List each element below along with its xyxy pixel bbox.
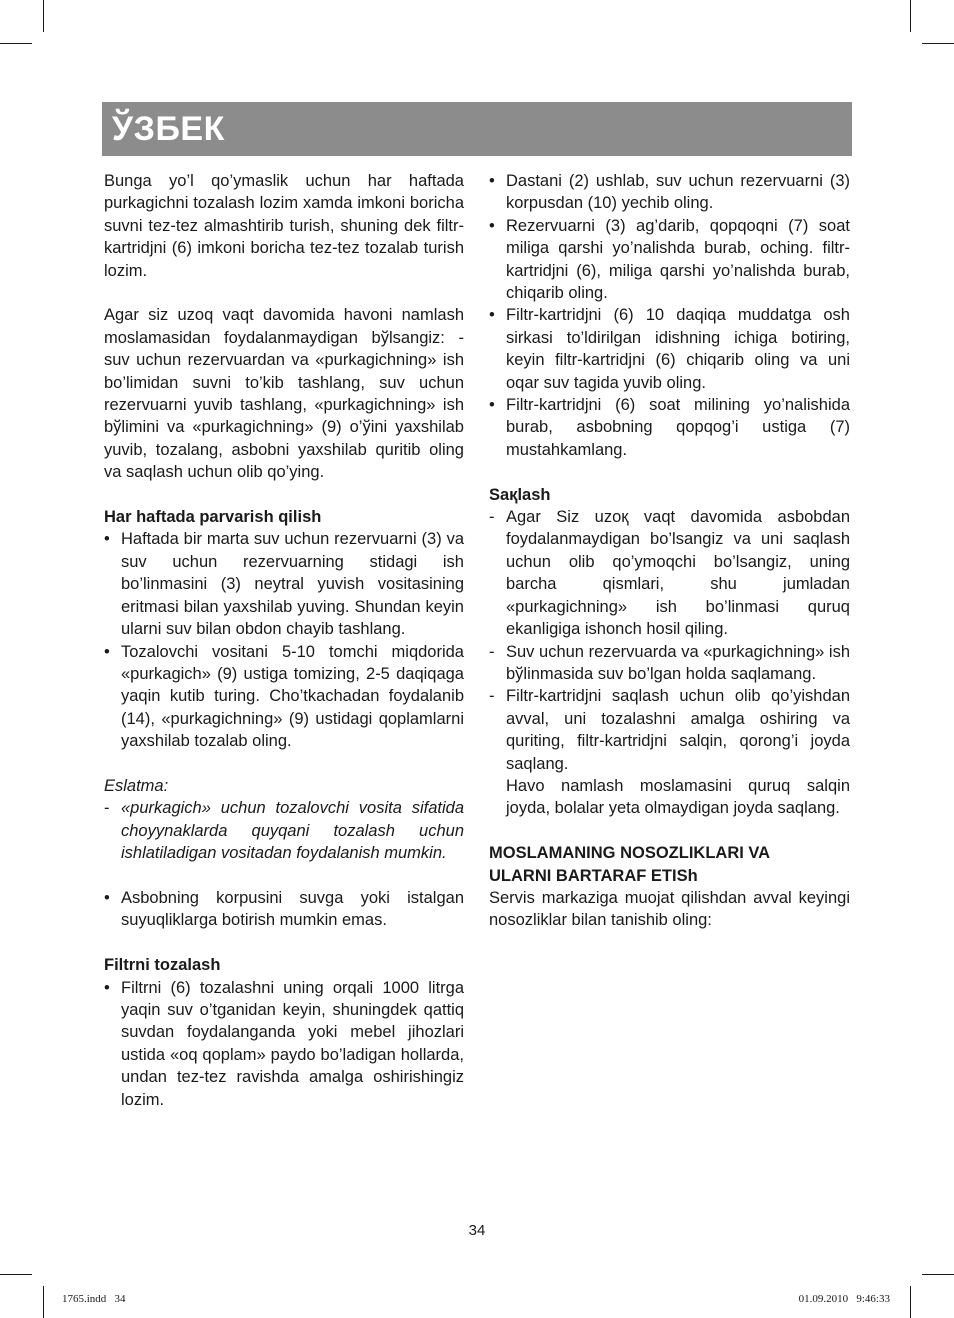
list-item: - «purkagich» uchun tozalovchi vosita sifatida choyynaklarda quyqani tozalash uchun ishlatiladigan vositadan foydalanish mumkin. [104, 799, 464, 863]
crop-mark [43, 0, 44, 32]
troubleshooting-intro: Servis markaziga muojat qilishdan avval keyingi nosozliklar bilan tanishib oling: [489, 888, 850, 930]
crop-mark [0, 1274, 32, 1275]
list-item: • Tozalovchi vositani 5-10 tomchi miqdorida «purkagich» (9) ustiga tomizing, 2-5 daqiqaga yaqin kutib turing. Cho’tkachadan foydalanib (14), «purkagichning» (9) ustidagi qoplamlarni yaxshilab tozalab oling. [104, 642, 464, 751]
warning-list [104, 887, 464, 932]
list-item: • Rezervuarni (3) ag’darib, qopqoqni (7) soat miliga qarshi yo’nalishda burab, oching. filtr-kartridjni (6), miliga qarshi yo’nalishda burab, chiqarib oling. [489, 216, 850, 303]
troubleshooting-heading-line-1: MOSLAMANING NOSOZLIKLARI VA [489, 844, 771, 863]
storage-list [489, 506, 850, 775]
troubleshooting-heading-line-2: ULARNI BARTARAF ETISh [489, 866, 698, 885]
list-item: • Filtrni (6) tozalashni uning orqali 1000 litrga yaqin suv o’tganidan keyin, shuningdek qattiq suvdan foydalanganda yoki mebel jihozlari ustida «oq qoplam» paydo bo’ladigan hollarda, undan tez-tez ravishda amalga oshirishingiz lozim. [104, 978, 464, 1109]
list-item: • Filtr-kartridjni (6) 10 daqiqa muddatga osh sirkasi to’ldirilgan idishning ichiga botiring, keyin filtr-kartridjni (6) chiqarib oling va uni oqar suv tagida yuvib oling. [489, 306, 850, 392]
crop-mark [922, 1274, 954, 1275]
storage-extra-paragraph: Havo namlash moslamasini quruq salqin joyda, bolalar yeta olmaydigan joyda saqlang. [506, 776, 850, 818]
filter-cleaning-heading: Filtrni tozalash [104, 956, 221, 975]
list-item: • Filtr-kartridjni (6) soat milining yo’nalishida burab, asbobning qopqog’i ustiga (7) mustahkamlang. [489, 396, 850, 459]
note-title: Eslatma: [104, 776, 169, 795]
list-item: - Agar Siz uzoқ vaqt davomida asbobdan foydalanmaydigan bo’lsangiz va uni saqlash uchun olib qo’ymoqchi bo’lsangiz, uning barcha qismlari, shu jumladan «purkagichning» ish bo’linmasi quruq ekanligiga ishonch hosil qiling. [489, 508, 850, 639]
list-item: • Asbobning korpusini suvga yoki istalgan suyuqliklarga botirish mumkin emas. [104, 888, 464, 930]
list-item: • Dastani (2) ushlab, suv uchun rezervuarni (3) korpusdan (10) yechib oling. [489, 172, 850, 213]
storage-intro-paragraph: Agar siz uzoq vaqt davomida havoni namlash moslamasidan foydalanmaydigan bўlsangiz: - suv uchun rezervuardan va «purkagichning» ish bo’limidan suvni to’kib tashlang, suv uchun rezervuarni yuvib tashlang, «purkagichning» ish bўlimini va «purkagichning» (9) o’ўini yaxshilab yuvib, tozalang, asbobni yaxshilab quritib oling va saqlash uchun olib qo’ying. [104, 306, 464, 482]
crop-mark [922, 43, 954, 44]
list-item: • Haftada bir marta suv uchun rezervuarni (3) va suv uchun rezervuarning stidagi ish bo’linmasini (3) neytral yuvish vositasining eritmasi bilan yaxshilab yuving. Shundan keyin ularni suv bilan obdon chayib tashlang. [104, 530, 464, 639]
storage-heading: Saқlash [489, 485, 551, 504]
weekly-care-heading: Har haftada parvarish qilish [104, 508, 322, 527]
filter-steps-list [489, 170, 850, 461]
filter-cleaning-list [104, 977, 464, 1111]
right-column [489, 170, 850, 932]
intro-paragraph: Bunga yo’l qo’ymaslik uchun har haftada purkagichni tozalash lozim xamda imkoni boricha suvni tez-tez almashtirib turish, shuning dek filtr-kartridjni (6) imkoni boricha tez-tez tozalab turish lozim. [104, 172, 464, 280]
list-item: - Suv uchun rezervuarda va «purkagichning» ish bўlinmasida suv bo’lgan holda saqlamang. [489, 642, 850, 683]
crop-mark [910, 1286, 911, 1318]
page-title: ЎЗБЕК [112, 109, 225, 148]
page-number: 34 [468, 1222, 486, 1239]
crop-mark [43, 1286, 44, 1318]
section-banner [102, 102, 852, 156]
footer-timestamp: 01.09.2010 9:46:33 [798, 1293, 890, 1305]
left-column [104, 170, 464, 1111]
weekly-care-list [104, 528, 464, 752]
list-item: - Filtr-kartridjni saqlash uchun olib qo’yishdan avval, uni tozalashni amalga oshiring va quriting, filtr-kartridjni salqin, qorong’i joyda saqlang. [489, 687, 850, 773]
footer-file-info: 1765.indd 34 [62, 1293, 126, 1305]
note-list [104, 797, 464, 864]
crop-mark [910, 0, 911, 32]
crop-mark [0, 43, 32, 44]
